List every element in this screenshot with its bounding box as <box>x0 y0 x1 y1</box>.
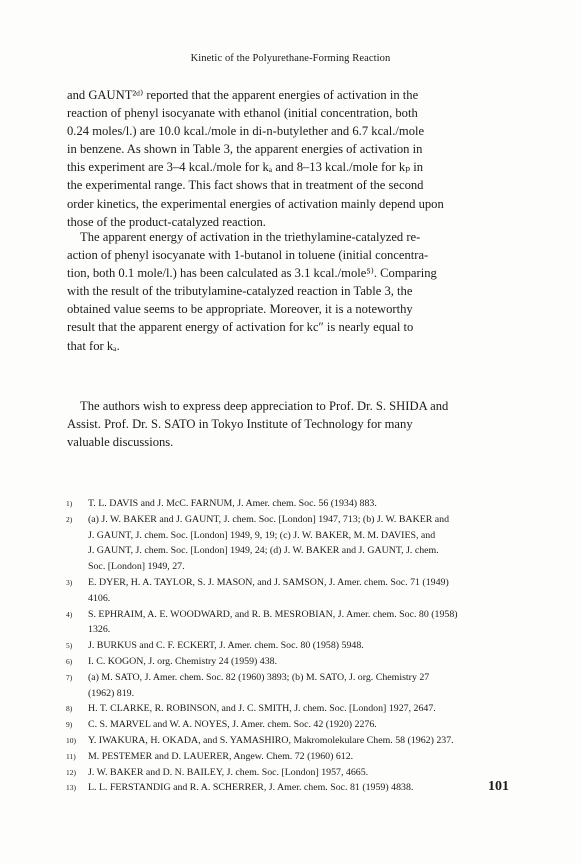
text-line: reaction of phenyl isocyanate with ethanol (initial concentration, both <box>67 106 418 121</box>
text-line: obtained value seems to be appropriate. Moreover, it is a noteworthy <box>67 302 413 317</box>
reference-number: 11) <box>66 751 76 761</box>
reference-number: 4) <box>66 609 73 619</box>
body-paragraph-1 <box>67 86 515 231</box>
reference-text: 1326. <box>88 624 111 636</box>
reference-text: C. S. MARVEL and W. A. NOYES, J. Amer. chem. Soc. 42 (1920) 2276. <box>88 719 377 731</box>
text-line: The authors wish to express deep appreciation to Prof. Dr. S. SHIDA and <box>80 399 449 413</box>
reference-number: 1) <box>66 499 73 508</box>
reference-text: Y. IWAKURA, H. OKADA, and S. YAMASHIRO, Makromolekulare Chem. 58 (1962) 237. <box>88 734 454 746</box>
reference-text: (a) M. SATO, J. Amer. chem. Soc. 82 (1960) 3893; (b) M. SATO, J. org. Chemistry 27 <box>88 671 430 683</box>
reference-item <box>66 765 514 781</box>
reference-text: T. L. DAVIS and J. McC. FARNUM, J. Amer. chem. Soc. 56 (1934) 883. <box>88 498 377 509</box>
text-line: the experimental range. This fact shows that in treatment of the second <box>67 178 424 193</box>
reference-text: L. L. FERSTANDIG and R. A. SCHERRER, J. Amer. chem. Soc. 81 (1959) 4838. <box>88 782 414 794</box>
reference-item <box>66 701 514 717</box>
reference-text: J. W. BAKER and D. N. BAILEY, J. chem. Soc. [London] 1957, 4665. <box>88 766 369 778</box>
reference-number: 13) <box>66 783 76 793</box>
reference-number: 7) <box>66 672 73 682</box>
reference-item <box>66 670 514 702</box>
reference-item <box>66 575 514 607</box>
reference-text: Soc. [London] 1949, 27. <box>88 561 185 573</box>
reference-number: 6) <box>66 656 73 666</box>
body-paragraph-2 <box>67 228 515 355</box>
reference-item <box>66 749 514 765</box>
page-number: 101 <box>488 779 509 794</box>
running-header: Kinetic of the Polyurethane-Forming Reaction <box>190 53 391 64</box>
reference-text: (a) J. W. BAKER and J. GAUNT, J. chem. Soc. [London] 1947, 713; (b) J. W. BAKER and <box>88 513 450 525</box>
reference-item <box>66 654 514 670</box>
acknowledgement <box>67 397 513 451</box>
text-line: result that the apparent energy of activation for kc″ is nearly equal to <box>67 320 414 335</box>
text-line: those of the product-catalyzed reaction. <box>67 214 266 229</box>
reference-item <box>66 780 514 796</box>
reference-number: 3) <box>66 577 73 587</box>
reference-text: M. PESTEMER and D. LAUERER, Angew. Chem. 72 (1960) 612. <box>88 750 354 762</box>
text-line: The apparent energy of activation in the triethylamine-catalyzed re- <box>80 230 421 244</box>
reference-text: H. T. CLARKE, R. ROBINSON, and J. C. SMITH, J. chem. Soc. [London] 1927, 2647. <box>88 703 436 715</box>
reference-text: S. EPHRAIM, A. E. WOODWARD, and R. B. MESROBIAN, J. Amer. chem. Soc. 80 (1958) <box>88 608 458 620</box>
reference-text: 4106. <box>88 592 111 604</box>
reference-text: J. GAUNT, J. chem. Soc. [London] 1949, 24; (d) J. W. BAKER and J. GAUNT, J. chem. <box>88 545 439 557</box>
text-line: order kinetics, the experimental energies of activation mainly depend upon <box>67 196 444 211</box>
reference-number: 10) <box>66 735 76 745</box>
reference-text: E. DYER, H. A. TAYLOR, S. J. MASON, and J. SAMSON, J. Amer. chem. Soc. 71 (1949) <box>88 576 449 588</box>
reference-number: 5) <box>66 641 73 651</box>
reference-list <box>66 496 514 796</box>
text-line: Assist. Prof. Dr. S. SATO in Tokyo Institute of Technology for many <box>67 417 413 432</box>
reference-number: 9) <box>66 720 73 730</box>
text-line: valuable discussions. <box>67 435 174 450</box>
text-line: with the result of the tributylamine-catalyzed reaction in Table 3, the <box>67 284 413 299</box>
reference-number: 8) <box>66 704 73 714</box>
text-line: action of phenyl isocyanate with 1-butanol in toluene (initial concentra- <box>67 248 429 263</box>
text-line: 0.24 moles/l.) are 10.0 kcal./mole in di-n-butylether and 6.7 kcal./mole <box>67 124 425 139</box>
reference-text: J. GAUNT, J. chem. Soc. [London] 1949, 9, 19; (c) J. W. BAKER, M. M. DAVIES, and <box>88 529 436 541</box>
reference-item <box>66 607 514 639</box>
reference-number: 12) <box>66 767 76 777</box>
text-line: this experiment are 3–4 kcal./mole for kₐ and 8–13 kcal./mole for kₚ in <box>67 160 424 175</box>
reference-item <box>66 512 514 575</box>
text-line: tion, both 0.1 mole/l.) has been calculated as 3.1 kcal./mole⁵⁾. Comparing <box>67 266 437 281</box>
reference-item <box>66 717 514 733</box>
reference-item <box>66 496 514 512</box>
text-line: that for kₐ. <box>67 338 120 353</box>
reference-text: J. BURKUS and C. F. ECKERT, J. Amer. chem. Soc. 80 (1958) 5948. <box>88 640 364 652</box>
text-line: in benzene. As shown in Table 3, the apparent energies of activation in <box>67 142 423 157</box>
reference-number: 2) <box>66 514 73 524</box>
reference-text: I. C. KOGON, J. org. Chemistry 24 (1959) 438. <box>88 655 278 667</box>
text-line: and GAUNT²ᵈ⁾ reported that the apparent energies of activation in the <box>67 88 419 102</box>
reference-item <box>66 733 514 749</box>
reference-item <box>66 638 514 654</box>
reference-text: (1962) 819. <box>88 687 135 699</box>
